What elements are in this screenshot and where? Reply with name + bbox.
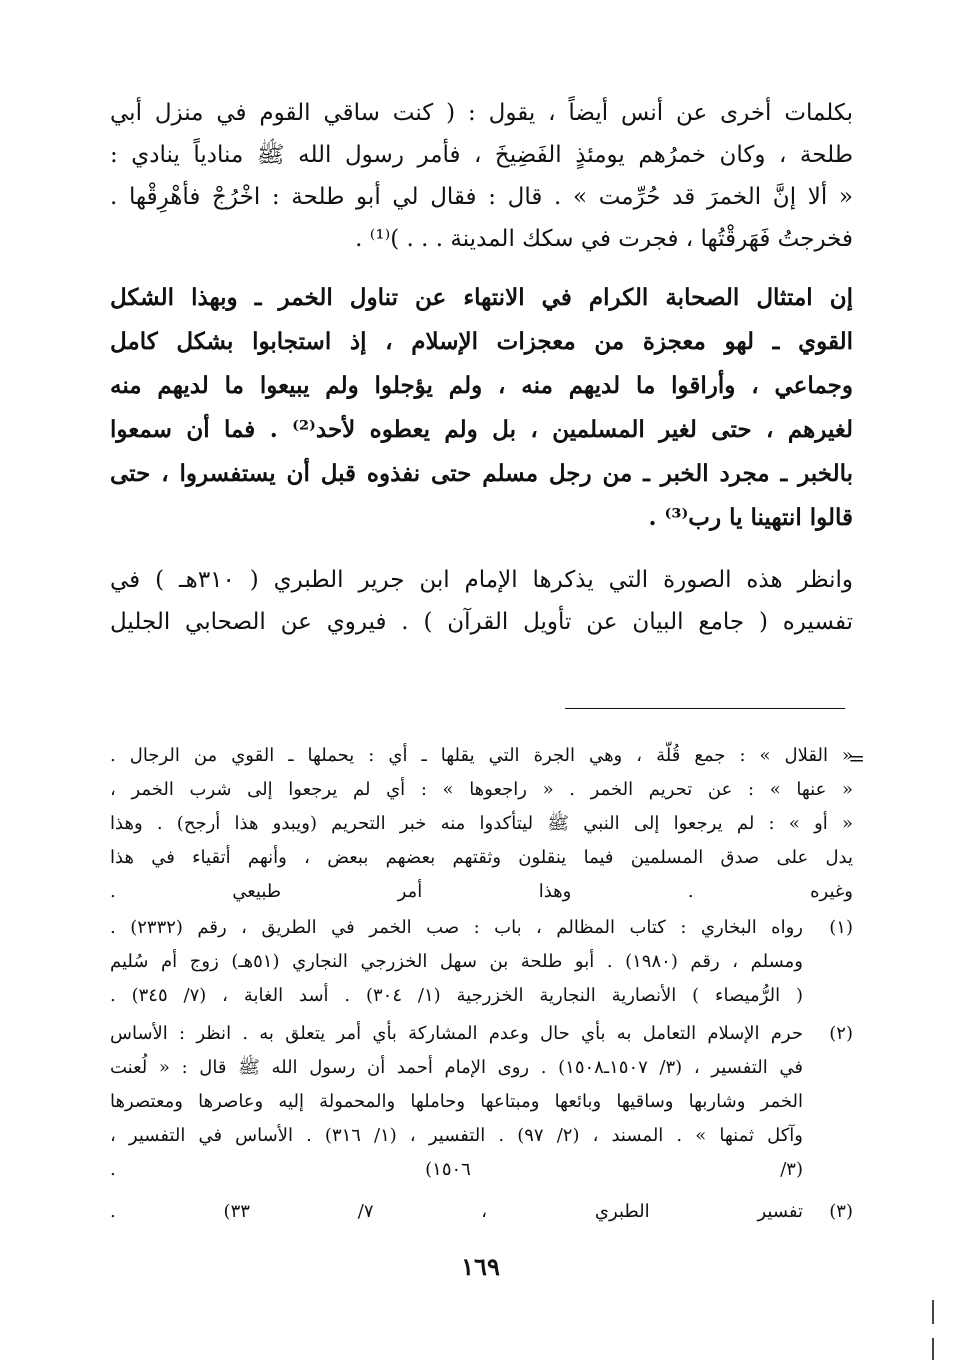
footnote-2-number: (٢) [829, 1023, 853, 1044]
footnote-3-number: (٣) [829, 1201, 853, 1222]
footnote-continuation-line-1: « القلال » : جمع قُلّة ، وهي الجرة التي يقلها ـ أي : يحملها ـ القوي من الرجال . [110, 745, 853, 766]
paragraph-2-line-5: بالخبر ـ مجرد الخبر ـ من رجل مسلم حتى نفذوه قبل أن يستفسروا ، حتى [110, 460, 853, 487]
page-number: ١٦٩ [461, 1252, 500, 1281]
footnote-continuation-line-2: « عنها » : عن تحريم الخمر . « راجعوها » : أي لم يرجعوا إلى شرب الخمر ، [110, 779, 853, 800]
paragraph-1-line-3: « ألا إنَّ الخمرَ قد حُرِّمت » . قال : فقال لي أبو طلحة : اخْرُجْ فأهْرِقْها . [110, 184, 853, 210]
footnote-2-line-1: حرم الإسلام التعامل به بأي حال وعدم المشاركة بأي أمر يتعلق به . انظر : الأساس [110, 1023, 803, 1044]
paragraph-1-line-1: بكلمات أخرى عن أنس أيضاً ، يقول : ( كنت ساقي القوم في منزل أبي [110, 100, 853, 126]
scan-edge-mark [932, 1338, 934, 1360]
footnote-1-number: (١) [829, 917, 853, 938]
paragraph-2-line-1: إن امتثال الصحابة الكرام في الانتهاء عن تناول الخمر ـ وبهذا الشكل [110, 284, 853, 311]
scan-edge-mark [932, 1300, 934, 1324]
paragraph-2-line-4: لغيرهم ، حتى لغير المسلمين ، بل ولم يعطوه لأحد⁽²⁾ . فما أن سمعوا [110, 416, 854, 443]
paragraph-1-line-2: طلحة ، وكان خمرُهم يومئذٍ الفَضِيخَ ، فأمر رسول الله ﷺ منادياً ينادي : [110, 142, 853, 168]
paragraph-2-line-2: القوي ـ لهو معجزة من معجزات الإسلام ، إذ استجابوا بشكل كامل [110, 328, 853, 355]
footnote-1-line-2: ومسلم ، رقم (١٩٨٠) . أبو طلحة بن سهل الخزرجي النجاري (٥١هـ) زوج أم سُليم [110, 951, 803, 972]
footnote-2-line-5: (٣/ ١٥٠٦) . [110, 1159, 803, 1180]
footnote-2-line-4: وآكل ثمنها » . المسند ، (٢/ ٩٧) . التفسير ، (١/ ٣١٦) . الأساس في التفسير ، [110, 1125, 803, 1146]
paragraph-1-line-4: فخرجتُ فَهَرقْتُها ، فجرت في سكك المدينة . . . )⁽¹⁾ . [355, 226, 853, 252]
footnote-1-line-3: ( الرُّميصاء ) الأنصارية النجارية الخزرجية (١/ ٣٠٤) . أسد الغابة ، (٧/ ٣٤٥) . [110, 985, 803, 1006]
footnote-1-line-1: رواه البخاري : كتاب المظالم ، باب : صب الخمر في الطريق ، رقم (٢٣٣٢) . [110, 917, 803, 938]
footnote-continuation-mark: = [848, 746, 865, 770]
footnote-3-line-1: تفسير الطبري ، ٧/ ٣٣) . [110, 1201, 803, 1222]
footnote-2-line-3: الخمر وشاربها وساقيها وبائعها ومبتاعها وحاملها والمحمولة إليه وعاصرها ومعتصرها [110, 1091, 803, 1112]
footnote-continuation-line-4: يدل على صدق المسلمين فيما ينقلون وثقتهم بعضهم ببعض ، وأنهم أتقياء في هذا [110, 847, 853, 868]
paragraph-2-line-6: قالوا انتهينا يا رب⁽³⁾ . [648, 504, 853, 531]
footnote-separator [565, 708, 845, 709]
paragraph-2-line-3: وجماعي ، وأراقوا ما لديهم منه ، ولم يؤجلوا ولم يبيعوا ما لديهم منه [110, 372, 853, 399]
paragraph-3-line-2: تفسيره ( جامع البيان عن تأويل القرآن ) . فيروي عن الصحابي الجليل [110, 609, 853, 635]
paragraph-3-line-1: وانظر هذه الصورة التي يذكرها الإمام ابن جرير الطبري ( ٣١٠هـ ) في [110, 567, 853, 593]
footnote-continuation-line-5: وغيره . وهذا أمر طبيعي . [110, 881, 853, 902]
footnote-2-line-2: في التفسير ، (٣/ ١٥٠٧ـ١٥٠٨) . روى الإمام أحمد أن رسول الله ﷺ قال : « لُعنت [110, 1057, 803, 1078]
footnote-continuation-line-3: « أو » : لم يرجعوا إلى النبي ﷺ ليتأكدوا منه خبر التحريم (ويبدو هذا أرجح) . وهذا [110, 813, 853, 834]
